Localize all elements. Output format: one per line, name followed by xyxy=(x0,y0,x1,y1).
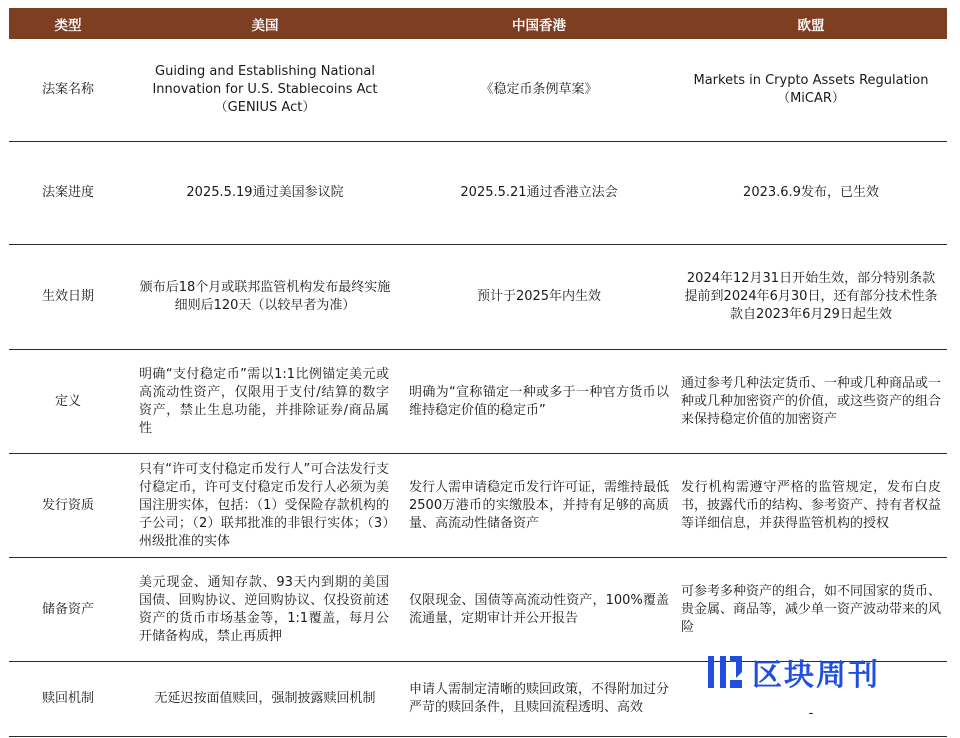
cell-eu: - xyxy=(808,706,814,721)
row-label: 定义 xyxy=(54,393,81,409)
row-label: 法案进度 xyxy=(41,185,94,200)
table-row xyxy=(9,142,947,245)
row-label: 发行资质 xyxy=(41,497,94,513)
cell-us: 2025.5.19通过美国参议院 xyxy=(186,185,344,200)
comparison-table xyxy=(9,8,947,737)
cell-eu: 2024年12月31日开始生效，部分特别条款提前到2024年6月30日，还有部分技术性条款自2023年6月29日起生效 xyxy=(684,271,938,322)
header-hk: 中国香港 xyxy=(512,17,566,34)
header-type: 类型 xyxy=(54,17,82,34)
cell-us: 无延迟按面值赎回，强制披露赎回机制 xyxy=(154,691,376,706)
cell-hk: 申请人需制定清晰的赎回政策，不得附加过分严苛的赎回条件，且赎回流程透明、高效 xyxy=(409,682,670,715)
watermark xyxy=(706,650,942,694)
cell-us: 明确“支付稳定币”需以1:1比例锚定美元或高流动性资产，仅限用于支付/结算的数字资产，禁止生息功能，并排除证券/商品属性 xyxy=(139,366,389,436)
cell-eu: 通过参考几种法定货币、一种或几种商品或一种或几种加密资产的价值，或这些资产的组合来保持稳定价值的加密资产 xyxy=(681,375,942,427)
row-label: 赎回机制 xyxy=(41,691,94,706)
cell-hk: 仅限现金、国债等高流动性资产，100%覆盖流通量，定期审计并公开报告 xyxy=(409,592,669,626)
cell-hk: 明确为“宣称锚定一种或多于一种官方货币以维持稳定价值的稳定币” xyxy=(409,384,669,418)
cell-us: 颁布后18个月或联邦监管机构发布最终实施细则后120天（以较早者为准） xyxy=(139,280,391,313)
cell-hk: 《稳定币条例草案》 xyxy=(480,82,598,97)
header-eu: 欧盟 xyxy=(797,17,825,34)
header-us: 美国 xyxy=(251,17,279,34)
cell-hk: 2025.5.21通过香港立法会 xyxy=(460,185,618,200)
cell-hk: 发行人需申请稳定币发行许可证，需维持最低2500万港币的实缴股本，并持有足够的高质量、高流动性储备资产 xyxy=(409,479,670,531)
table-row xyxy=(9,454,947,558)
row-label: 生效日期 xyxy=(41,289,94,304)
table-row xyxy=(9,39,947,142)
table-header xyxy=(9,8,947,39)
cell-us: 只有“许可支付稳定币发行人”可合法发行支付稳定币，许可支付稳定币发行人必须为美国注册实体，包括：（1）受保险存款机构的子公司；（2）联邦批准的非银行实体；（3）州级批准的实体 xyxy=(139,461,389,549)
cell-us: Guiding and Establishing National Innovation for U.S. Stablecoins Act（GENIUS Act） xyxy=(152,64,378,115)
cell-eu: Markets in Crypto Assets Regulation（MiCAR） xyxy=(693,73,929,106)
cell-us: 美元现金、通知存款、93天内到期的美国国债、回购协议、逆回购协议、仅投资前述资产的货币市场基金等，1:1覆盖，每月公开储备构成，禁止再质押 xyxy=(139,574,389,644)
row-label: 法案名称 xyxy=(41,82,94,97)
cell-eu: 发行机构需遵守严格的监管规定，发布白皮书，披露代币的结构、参考资产、持有者权益等详细信息，并获得监管机构的授权 xyxy=(681,479,942,531)
table-row xyxy=(9,558,947,662)
table-row xyxy=(9,245,947,350)
watermark-text: 区块周刊 xyxy=(752,658,880,693)
watermark-logo-icon xyxy=(706,652,746,692)
table-row xyxy=(9,350,947,454)
row-label: 储备资产 xyxy=(41,601,94,617)
cell-hk: 预计于2025年内生效 xyxy=(476,289,602,304)
cell-eu: 可参考多种资产的组合，如不同国家的货币、贵金属、商品等，减少单一资产波动带来的风险 xyxy=(681,583,942,635)
cell-eu: 2023.6.9发布，已生效 xyxy=(743,185,879,200)
